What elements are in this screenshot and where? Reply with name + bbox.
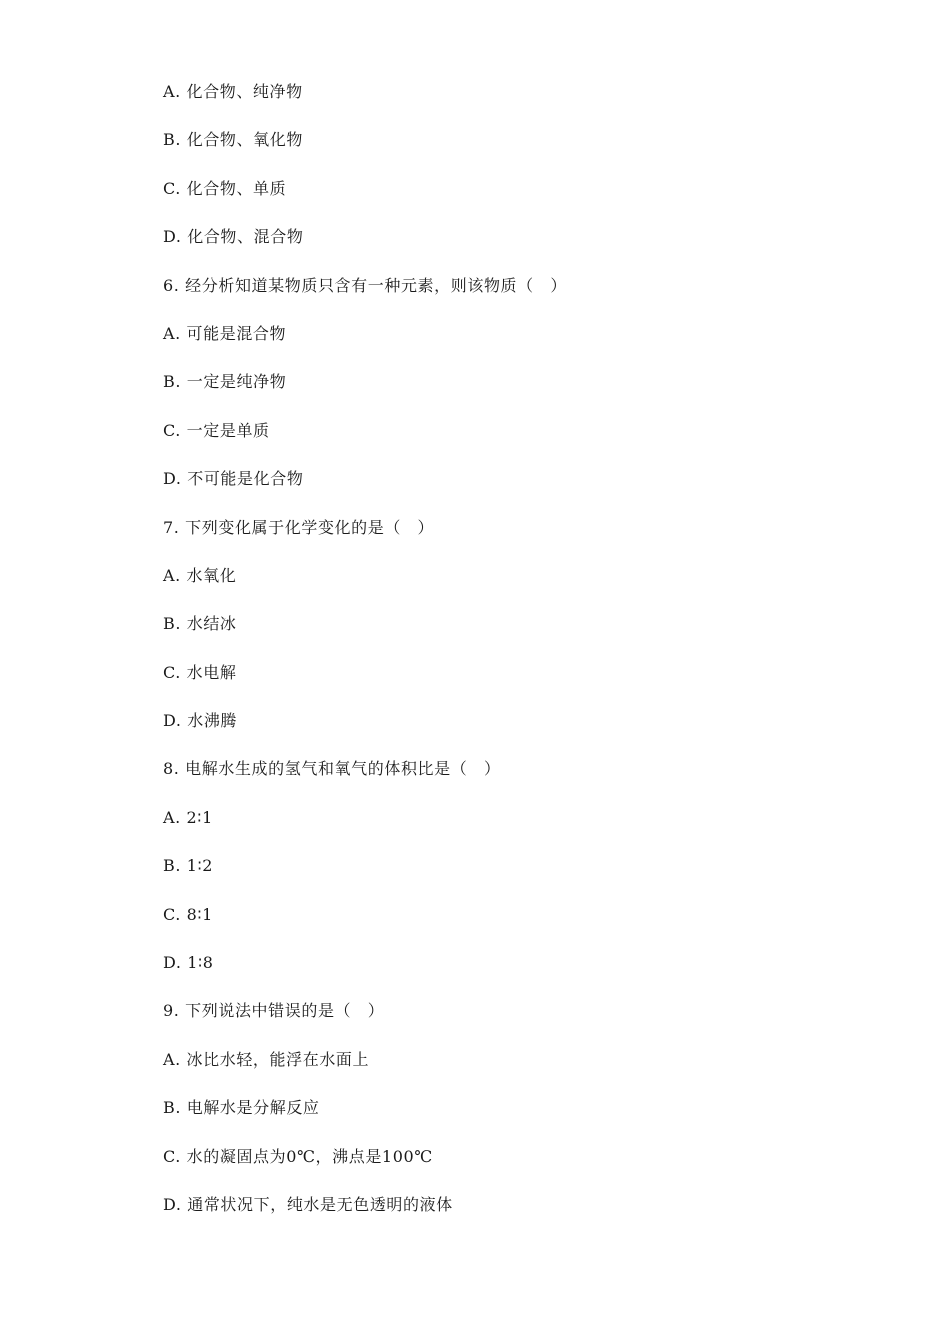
option-c-q9: C. 水的凝固点为0℃，沸点是100℃ xyxy=(163,1146,433,1166)
question-7: 7. 下列变化属于化学变化的是（ ） xyxy=(163,517,435,537)
question-6: 6. 经分析知道某物质只含有一种元素，则该物质（ ） xyxy=(163,275,567,295)
option-c-q7: C. 水电解 xyxy=(163,662,237,682)
option-b-q6: B. 一定是纯净物 xyxy=(163,372,287,392)
option-a-q7: A. 水氧化 xyxy=(163,565,237,585)
option-a-q6: A. 可能是混合物 xyxy=(163,323,287,343)
option-a-q5: A. 化合物、纯净物 xyxy=(163,82,303,101)
question-9: 9. 下列说法中错误的是（ ） xyxy=(163,1001,385,1021)
option-c-q8: C. 8∶1 xyxy=(163,904,213,924)
option-a-q8: A. 2∶1 xyxy=(163,807,213,827)
option-a-q9: A. 冰比水轻，能浮在水面上 xyxy=(163,1049,370,1069)
option-b-q5: B. 化合物、氧化物 xyxy=(163,130,303,150)
option-d-q6: D. 不可能是化合物 xyxy=(163,469,304,489)
option-b-q8: B. 1∶2 xyxy=(163,856,214,876)
document-page xyxy=(163,81,883,1242)
option-c-q5: C. 化合物、单质 xyxy=(163,178,287,198)
option-d-q9: D. 通常状况下，纯水是无色透明的液体 xyxy=(163,1194,453,1214)
option-d-q5: D. 化合物、混合物 xyxy=(163,227,304,247)
option-d-q8: D. 1∶8 xyxy=(163,953,214,973)
option-b-q9: B. 电解水是分解反应 xyxy=(163,1098,320,1118)
option-d-q7: D. 水沸腾 xyxy=(163,711,238,731)
option-c-q6: C. 一定是单质 xyxy=(163,420,270,440)
question-8: 8. 电解水生成的氢气和氧气的体积比是（ ） xyxy=(163,759,501,779)
option-b-q7: B. 水结冰 xyxy=(163,614,237,634)
